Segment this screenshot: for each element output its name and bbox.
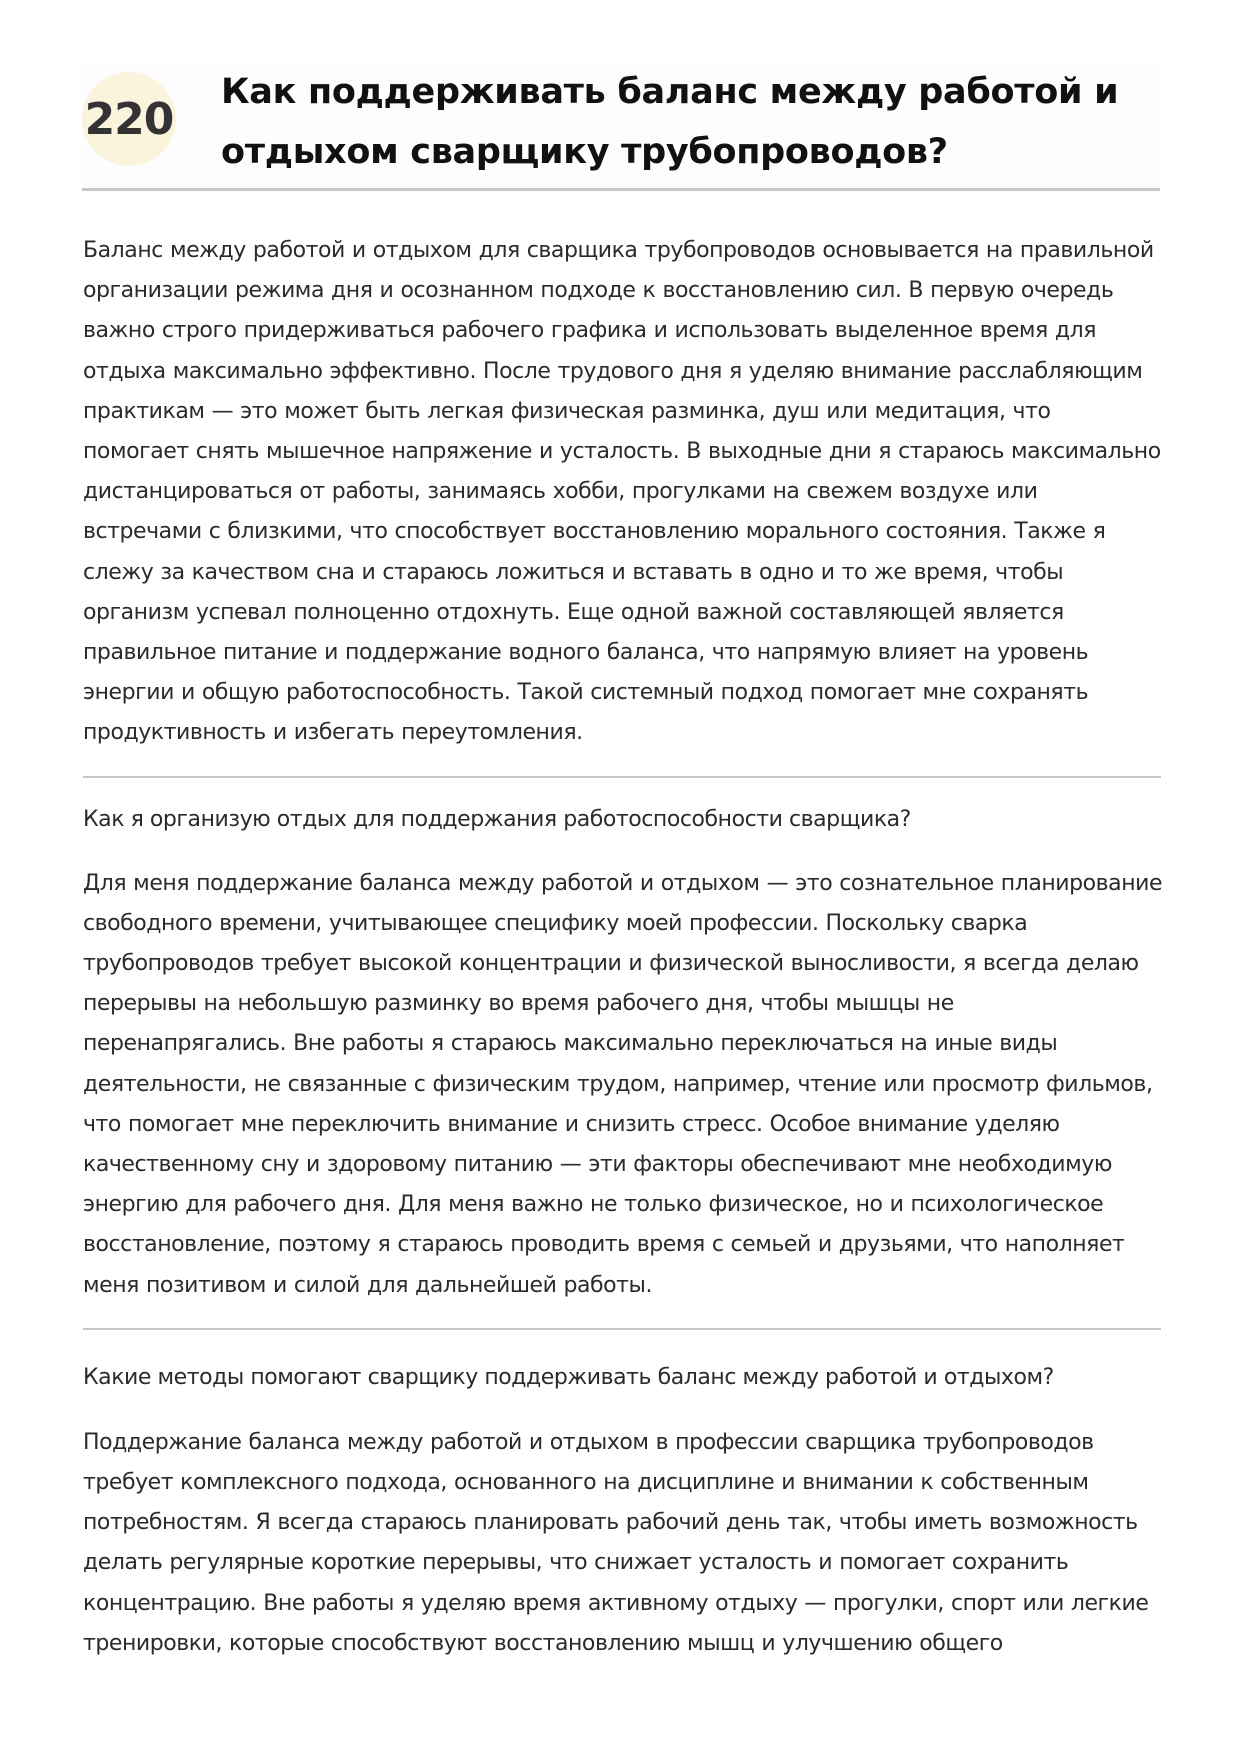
header-divider bbox=[82, 188, 1160, 191]
answer-paragraph-1: Баланс между работой и отдыхом для сварщика трубопроводов основывается на правильной организации режима дня и осознанном подходе к восстановлению сил. В первую очередь важно строго придерживаться рабочего графика и использовать выделенное время для отдыха максимально эффективно. После трудового дня я уделяю внимание расслабляющим практикам — это может быть легкая физическая разминка, душ или медитация, что помогает снять мышечное напряжение и усталость. В выходные дни я стараюсь максимально дистанцироваться от работы, занимаясь хобби, прогулками на свежем воздухе или встречами с близкими, что способствует восстановлению морального состояния. Также я слежу за качеством сна и стараюсь ложиться и вставать в одно и то же время, чтобы организм успевал полноценно отдохнуть. Еще одной важной составляющей является правильное питание и поддержание водного баланса, что напрямую влияет на уровень энергии и общую работоспособность. Такой системный подход помогает мне сохранять продуктивность и избегать переутомления. bbox=[83, 238, 1161, 746]
question-header bbox=[82, 62, 1160, 187]
related-question-2: Какие методы помогают сварщику поддерживать баланс между работой и отдыхом? bbox=[83, 1364, 1054, 1390]
answer-paragraph-3: Поддержание баланса между работой и отдыхом в профессии сварщика трубопроводов требует комплексного подхода, основанного на дисциплине и внимании к собственным потребностям. Я всегда стараюсь планировать рабочий день так, чтобы иметь возможность делать регулярные короткие перерывы, что снижает усталость и помогает сохранить концентрацию. Вне работы я уделяю время активному отдыху — прогулки, спорт или легкие тренировки, которые способствуют восстановлению мышц и улучшению общего bbox=[83, 1429, 1149, 1656]
related-question-1: Как я организую отдых для поддержания работоспособности сварщика? bbox=[83, 806, 911, 832]
section-divider bbox=[83, 1328, 1161, 1330]
page-title: Как поддерживать баланс между работой и отдыхом сварщику трубопроводов? bbox=[221, 72, 1119, 172]
section-divider bbox=[83, 776, 1161, 778]
article-body bbox=[83, 231, 1163, 1664]
answer-paragraph-2: Для меня поддержание баланса между работой и отдыхом — это сознательное планирование свободного времени, учитывающее специфику моей профессии. Поскольку сварка трубопроводов требует высокой концентрации и физической выносливости, я всегда делаю перерывы на небольшую разминку во время рабочего дня, чтобы мышцы не перенапрягались. Вне работы я стараюсь максимально переключаться на иные виды деятельности, не связанные с физическим трудом, например, чтение или просмотр фильмов, что помогает мне переключить внимание и снизить стресс. Особое внимание уделяю качественному сну и здоровому питанию — эти факторы обеспечивают мне необходимую энергию для рабочего дня. Для меня важно не только физическое, но и психологическое восстановление, поэтому я стараюсь проводить время с семьей и друзьями, что наполняет меня позитивом и силой для дальнейшей работы. bbox=[83, 870, 1163, 1298]
question-number-badge: 220 bbox=[82, 72, 176, 166]
